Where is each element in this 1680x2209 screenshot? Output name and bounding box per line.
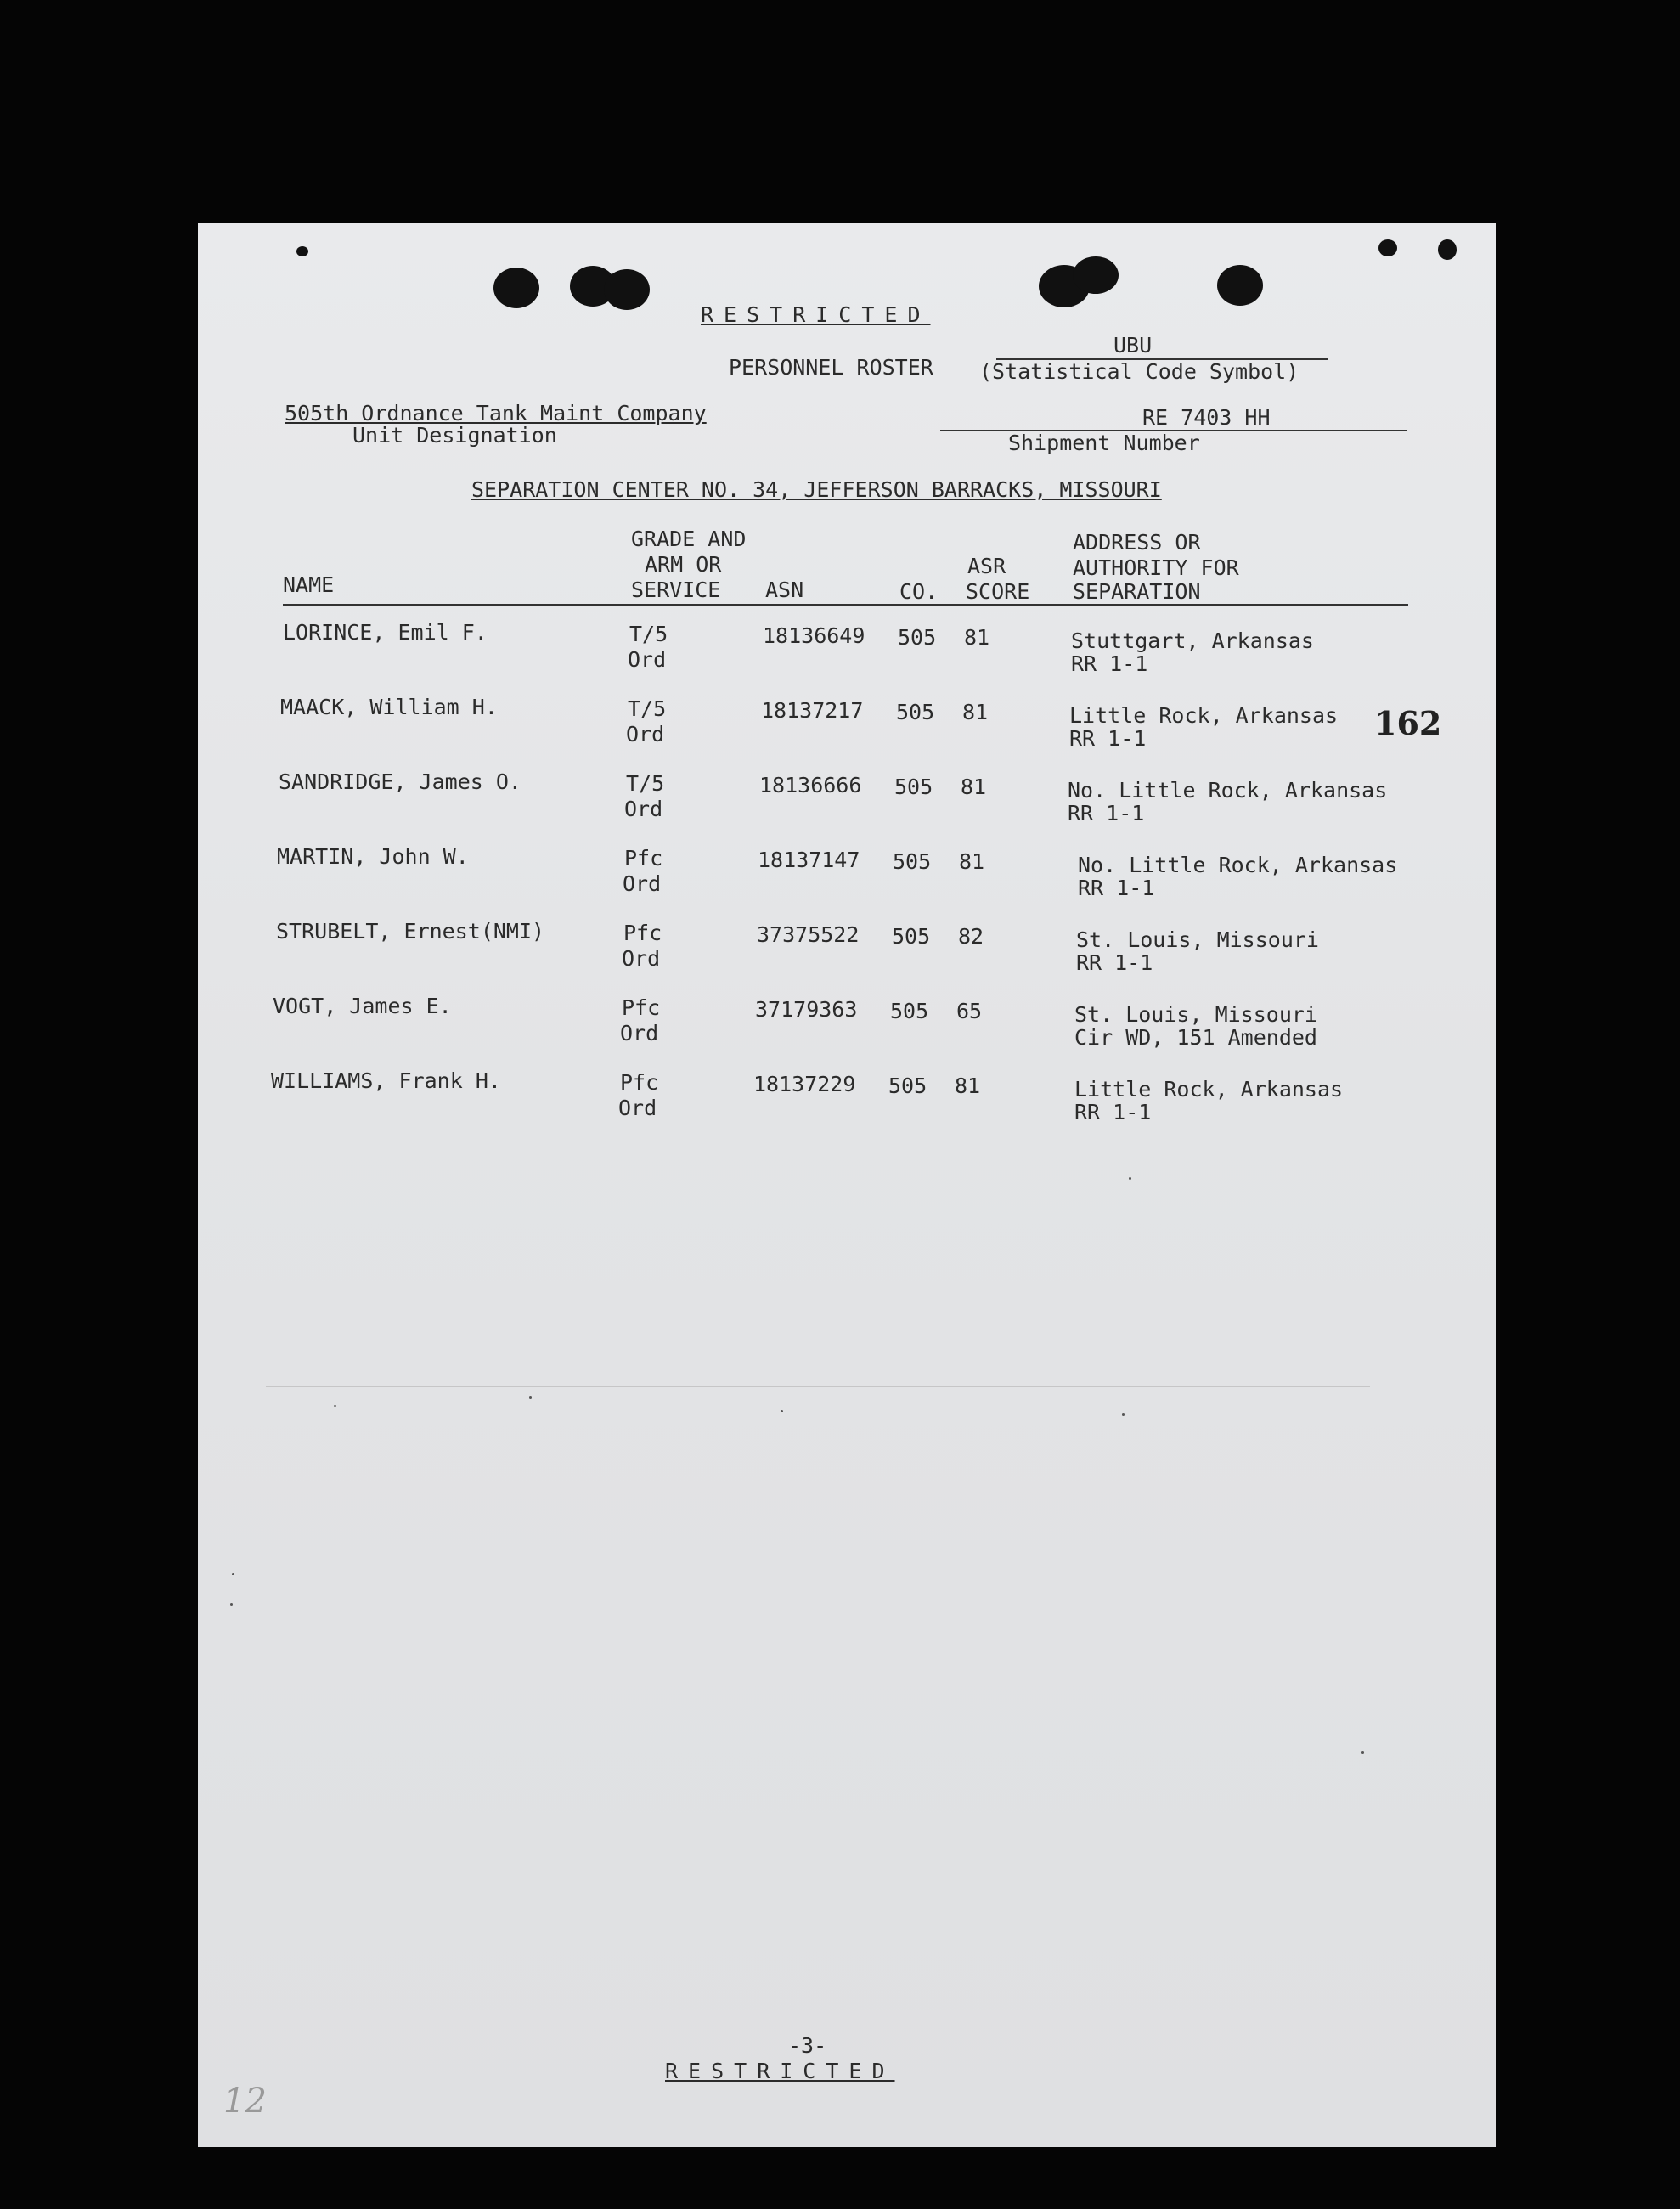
row-name: MARTIN, John W. bbox=[277, 844, 469, 869]
separation-center: SEPARATION CENTER NO. 34, JEFFERSON BARRACKS, MISSOURI bbox=[471, 477, 1162, 502]
row-address: St. Louis, Missouri bbox=[1074, 1002, 1317, 1027]
row-name: WILLIAMS, Frank H. bbox=[271, 1068, 501, 1093]
row-asn: 37179363 bbox=[755, 997, 858, 1022]
header-rule bbox=[283, 604, 1408, 606]
classification-bottom: RESTRICTED bbox=[665, 2059, 895, 2083]
row-score: 81 bbox=[964, 625, 990, 650]
row-asn: 18136666 bbox=[759, 773, 862, 797]
col-asr-1: ASR bbox=[967, 554, 1006, 578]
row-address: No. Little Rock, Arkansas bbox=[1078, 853, 1398, 877]
row-service: Ord bbox=[626, 722, 665, 747]
col-addr-2: AUTHORITY FOR bbox=[1073, 555, 1239, 580]
row-co: 505 bbox=[898, 625, 937, 650]
row-co: 505 bbox=[893, 849, 932, 874]
statistical-code: UBU bbox=[1113, 333, 1153, 358]
row-authority: RR 1-1 bbox=[1074, 1100, 1152, 1124]
col-grade-2: ARM OR bbox=[645, 552, 722, 577]
unit-designation: 505th Ordnance Tank Maint Company bbox=[285, 401, 707, 425]
row-co: 505 bbox=[890, 999, 929, 1023]
row-name: SANDRIDGE, James O. bbox=[279, 769, 521, 794]
row-authority: RR 1-1 bbox=[1078, 876, 1155, 900]
row-score: 81 bbox=[962, 700, 989, 724]
col-name: NAME bbox=[283, 572, 335, 597]
col-grade-1: GRADE AND bbox=[631, 527, 747, 551]
row-address: Stuttgart, Arkansas bbox=[1071, 628, 1314, 653]
row-grade: T/5 bbox=[626, 771, 665, 796]
row-authority: Cir WD, 151 Amended bbox=[1074, 1025, 1317, 1050]
unit-designation-label: Unit Designation bbox=[352, 423, 557, 448]
row-grade: Pfc bbox=[622, 995, 661, 1020]
row-address: No. Little Rock, Arkansas bbox=[1068, 778, 1388, 803]
stamp-number: 162 bbox=[1374, 704, 1442, 742]
classification-top: RESTRICTED bbox=[701, 302, 931, 327]
row-score: 81 bbox=[955, 1074, 981, 1098]
row-service: Ord bbox=[618, 1096, 657, 1120]
row-service: Ord bbox=[628, 647, 667, 672]
row-asn: 37375522 bbox=[757, 922, 860, 947]
handwritten-note: 12 bbox=[223, 2082, 267, 2121]
row-name: LORINCE, Emil F. bbox=[283, 620, 488, 645]
roster-title: PERSONNEL ROSTER bbox=[729, 355, 933, 380]
row-grade: Pfc bbox=[620, 1070, 659, 1095]
row-name: STRUBELT, Ernest(NMI) bbox=[276, 919, 545, 944]
col-asr-2: SCORE bbox=[966, 579, 1030, 604]
speck bbox=[529, 1396, 532, 1399]
col-addr-1: ADDRESS OR bbox=[1073, 530, 1201, 555]
row-asn: 18137147 bbox=[758, 848, 860, 872]
row-grade: Pfc bbox=[623, 921, 662, 945]
punch-hole bbox=[1438, 239, 1457, 260]
row-authority: RR 1-1 bbox=[1069, 726, 1147, 751]
row-authority: RR 1-1 bbox=[1071, 651, 1148, 676]
punch-hole bbox=[1217, 265, 1263, 306]
row-authority: RR 1-1 bbox=[1068, 801, 1145, 826]
punch-hole bbox=[1073, 256, 1119, 294]
row-co: 505 bbox=[896, 700, 935, 724]
speck bbox=[1129, 1177, 1131, 1180]
row-authority: RR 1-1 bbox=[1076, 950, 1153, 975]
document-page bbox=[198, 223, 1496, 2147]
row-address: St. Louis, Missouri bbox=[1076, 927, 1319, 952]
row-service: Ord bbox=[624, 797, 663, 821]
row-service: Ord bbox=[620, 1021, 659, 1045]
punch-hole bbox=[604, 269, 650, 310]
row-score: 81 bbox=[959, 849, 985, 874]
speck bbox=[232, 1573, 234, 1575]
row-asn: 18137229 bbox=[753, 1072, 856, 1096]
row-name: VOGT, James E. bbox=[273, 994, 452, 1018]
punch-hole bbox=[1378, 239, 1397, 256]
row-asn: 18137217 bbox=[761, 698, 864, 723]
row-co: 505 bbox=[894, 775, 933, 799]
statistical-code-label: (Statistical Code Symbol) bbox=[979, 359, 1299, 384]
page-number: -3- bbox=[788, 2033, 827, 2058]
row-grade: Pfc bbox=[624, 846, 663, 871]
speck bbox=[230, 1603, 233, 1606]
shipment-number-label: Shipment Number bbox=[1008, 431, 1200, 455]
col-grade-3: SERVICE bbox=[631, 578, 721, 602]
shipment-number: RE 7403 HH bbox=[1142, 405, 1271, 430]
row-address: Little Rock, Arkansas bbox=[1069, 703, 1339, 728]
row-co: 505 bbox=[888, 1074, 927, 1098]
speck bbox=[1122, 1413, 1125, 1416]
row-name: MAACK, William H. bbox=[280, 695, 498, 719]
row-grade: T/5 bbox=[628, 696, 667, 721]
col-co: CO. bbox=[899, 579, 939, 604]
speck bbox=[1361, 1751, 1364, 1754]
row-service: Ord bbox=[623, 871, 662, 896]
faint-rule bbox=[266, 1386, 1370, 1387]
row-asn: 18136649 bbox=[763, 623, 865, 648]
row-address: Little Rock, Arkansas bbox=[1074, 1077, 1344, 1102]
col-addr-3: SEPARATION bbox=[1073, 579, 1201, 604]
row-score: 65 bbox=[956, 999, 983, 1023]
row-score: 82 bbox=[958, 924, 984, 949]
row-service: Ord bbox=[622, 946, 661, 971]
punch-hole bbox=[296, 246, 308, 256]
row-co: 505 bbox=[892, 924, 931, 949]
row-grade: T/5 bbox=[629, 622, 668, 646]
speck bbox=[781, 1410, 783, 1412]
row-score: 81 bbox=[961, 775, 987, 799]
punch-hole bbox=[493, 268, 539, 308]
col-asn: ASN bbox=[765, 578, 804, 602]
speck bbox=[334, 1405, 336, 1407]
